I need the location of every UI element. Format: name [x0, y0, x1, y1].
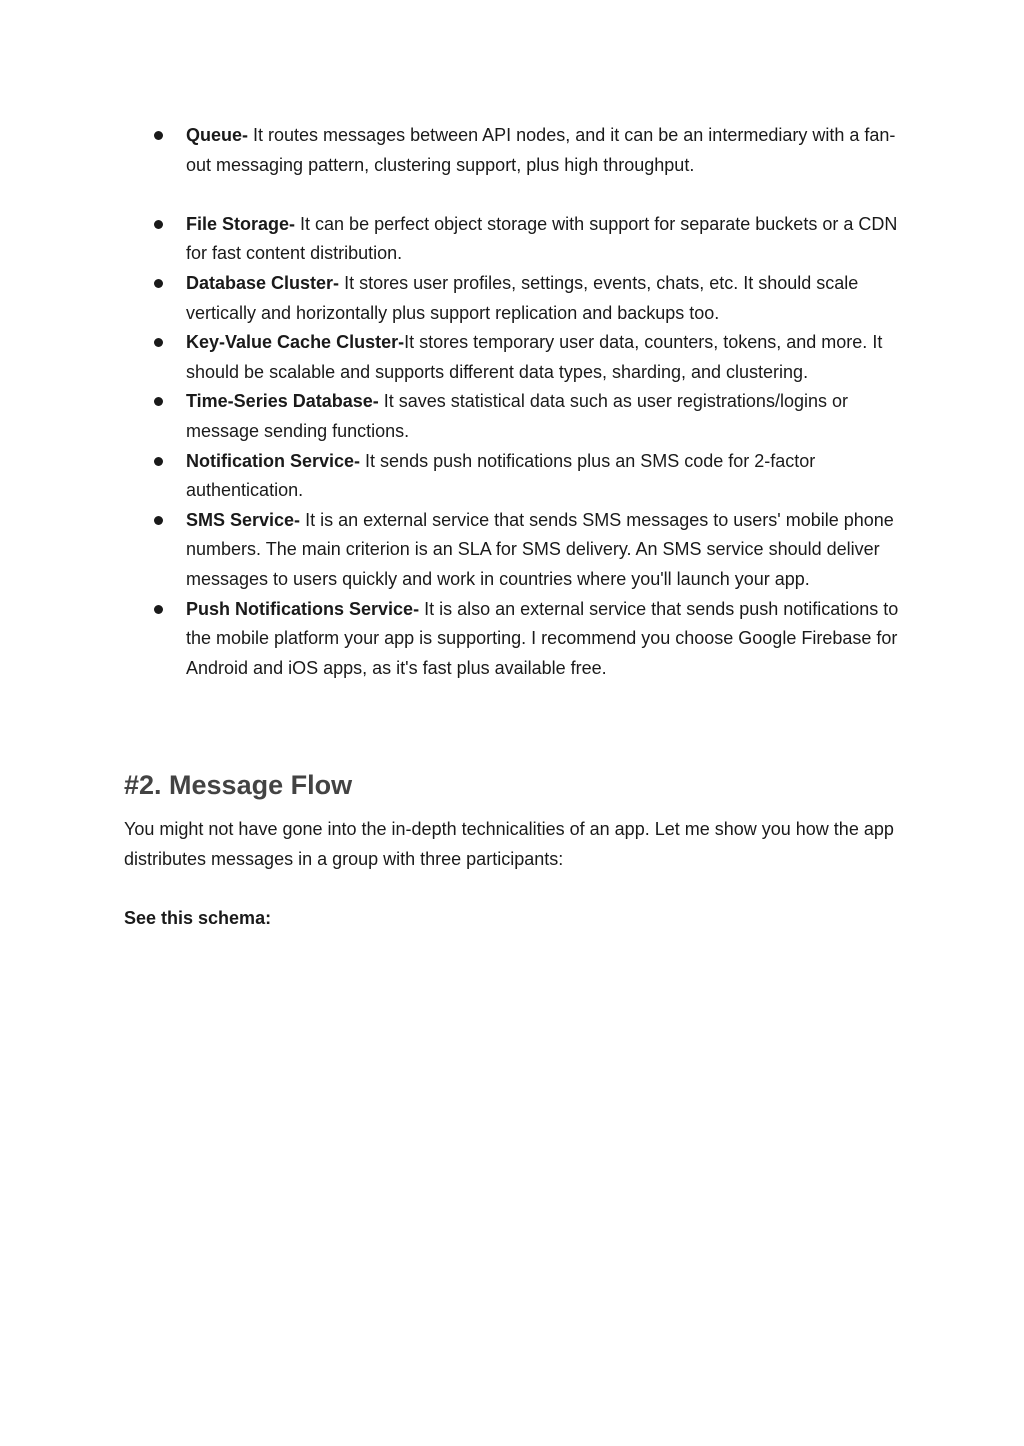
list-item-key-value-cache	[124, 328, 914, 387]
item-text: It sends push notifications plus an SMS code for 2-factor authentication.	[186, 450, 816, 501]
item-text: It is also an external service that sends push notifications to the mobile platform your app is supporting. I recommend you choose Google Firebase for Android and iOS apps, as it's fast plus available free.	[186, 598, 899, 678]
item-term: File Storage-	[186, 213, 296, 234]
section-heading: #2. Message Flow	[124, 770, 353, 800]
bullet-icon	[154, 457, 163, 466]
bullet-icon	[154, 338, 163, 347]
item-text: It can be perfect object storage with support for separate buckets or a CDN for fast content distribution.	[186, 213, 898, 264]
bullet-icon	[154, 220, 163, 229]
section-intro: You might not have gone into the in-depth technicalities of an app. Let me show you how the app distributes messages in a group with three participants:	[124, 819, 894, 869]
item-term: Notification Service-	[186, 450, 361, 471]
item-text: It stores temporary user data, counters, tokens, and more. It should be scalable and supports different data types, sharding, and clustering.	[186, 332, 883, 382]
list-item-time-series-database	[124, 387, 914, 446]
bullet-icon	[154, 605, 163, 614]
item-text: It saves statistical data such as user registrations/logins or message sending functions.	[186, 391, 848, 441]
item-term: Push Notifications Service-	[186, 598, 420, 619]
list-item-push-notifications-service	[124, 595, 914, 684]
bullet-icon	[154, 397, 163, 406]
item-term: Queue-	[186, 125, 249, 145]
item-term: SMS Service-	[186, 509, 301, 530]
component-list	[124, 121, 914, 683]
bullet-icon	[154, 279, 163, 288]
bullet-icon	[154, 131, 163, 140]
list-item-sms-service	[124, 506, 914, 595]
item-text: It routes messages between API nodes, and it can be an intermediary with a fan-out messaging pattern, clustering support, plus high throughput.	[186, 125, 896, 175]
bullet-icon	[154, 516, 163, 525]
list-item-notification-service	[124, 447, 914, 506]
list-item-file-storage	[124, 210, 914, 269]
item-term: Database Cluster-	[186, 272, 340, 293]
item-term: Key-Value Cache Cluster-	[186, 332, 405, 353]
item-text: It stores user profiles, settings, events, chats, etc. It should scale vertically and horizontally plus support replication and backups too.	[186, 272, 859, 323]
list-item-queue	[124, 121, 914, 180]
schema-label: See this schema:	[124, 908, 272, 928]
item-term: Time-Series Database-	[186, 391, 379, 412]
list-item-database-cluster	[124, 269, 914, 328]
item-text: It is an external service that sends SMS messages to users' mobile phone numbers. The main criterion is an SLA for SMS delivery. An SMS service should deliver messages to users quickly and work in countries where you'll launch your app.	[186, 509, 894, 589]
